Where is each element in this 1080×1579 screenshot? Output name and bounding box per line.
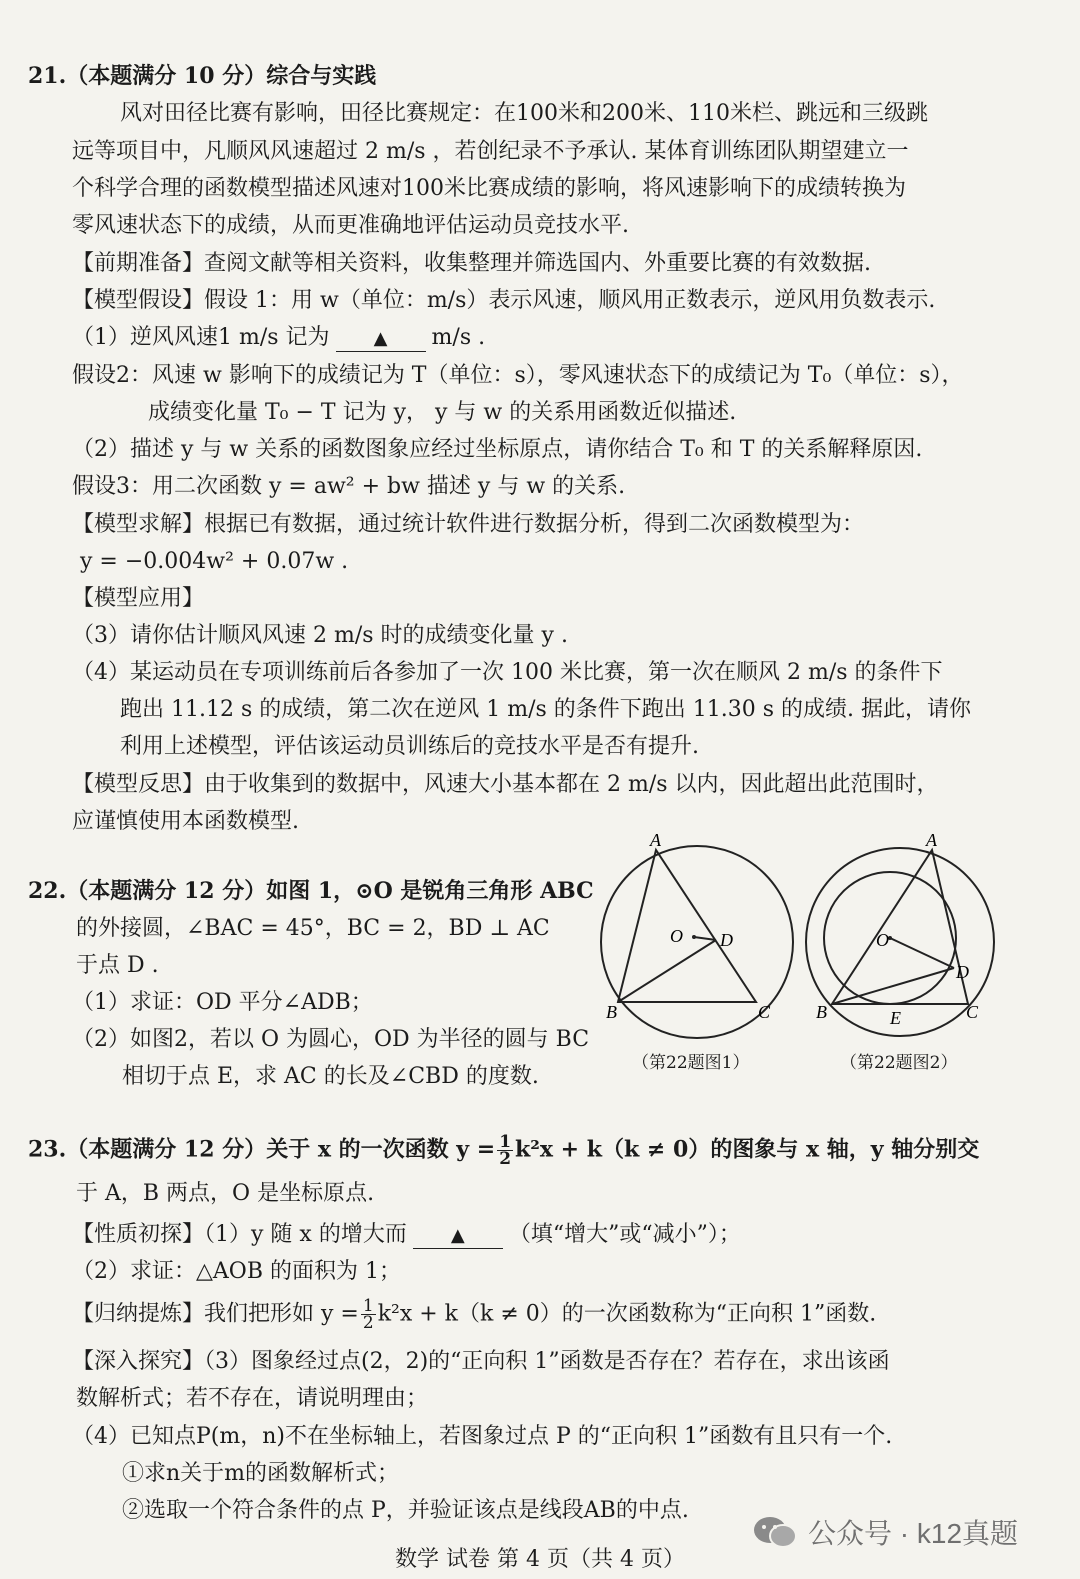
q21-subq-4a: （4）某运动员在专项训练前后各参加了一次 100 米比赛，第一次在顺风 2 m/s 的条件下 <box>72 660 943 685</box>
q23-subq-1-post: （填“增大”或“减小”）； <box>508 1222 741 1247</box>
q23-subq-3b: 数解析式；若不存在，请说明理由； <box>76 1386 429 1411</box>
q23-subq-4: （4）已知点P(m，n)不在坐标轴上，若图象过点 P 的“正向积 1”函数有且只有一个. <box>72 1424 893 1449</box>
q21-apply-heading: 【模型应用】 <box>72 586 205 611</box>
q22-subq-1: （1）求证：OD 平分∠ADB； <box>72 990 373 1015</box>
answer-blank <box>336 326 426 352</box>
triangle-abc <box>618 850 756 1002</box>
q23-line-1-pre: 23.（本题满分 12 分）关于 x 的一次函数 y = <box>28 1136 496 1163</box>
label-o: O <box>670 926 683 946</box>
center-o <box>692 935 696 939</box>
q21-solve: 【模型求解】根据已有数据，通过统计软件进行数据分析，得到二次函数模型为： <box>72 512 865 537</box>
q23-subq-3a: 【深入探究】（3）图象经过点(2，2)的“正向积 1”函数是否存在？若存在，求出该函 <box>72 1349 890 1374</box>
figure-1-circle-triangle <box>592 832 802 1042</box>
q23-summary-post: k²x + k（k ≠ 0）的一次函数称为“正向积 1”函数. <box>377 1301 877 1327</box>
q21-para-line-4: 零风速状态下的成绩，从而更准确地评估运动员竞技水平. <box>72 213 629 238</box>
q21-prep: 【前期准备】查阅文献等相关资料，收集整理并筛选国内、外重要比赛的有效数据. <box>72 251 871 276</box>
q23-subq-1-pre: 【性质初探】（1）y 随 x 的增大而 <box>72 1222 407 1247</box>
label-d: D <box>956 962 969 982</box>
label-b: B <box>816 1002 827 1022</box>
q21-assume-2b: 成绩变化量 T₀ − T 记为 y， y 与 w 的关系用函数近似描述. <box>148 400 737 425</box>
segment-bd <box>618 940 716 1002</box>
q21-assume-1: 【模型假设】假设 1：用 w（单位：m/s）表示风速，顺风用正数表示，逆风用负数表示. <box>72 288 936 313</box>
figure-1-caption: （第22题图1） <box>632 1053 750 1073</box>
page-footer: 数学 试卷 第 4 页（共 4 页） <box>395 1547 685 1572</box>
fraction-numerator: 1 <box>362 1296 374 1316</box>
label-a: A <box>926 832 937 850</box>
triangle-marker-icon: ▲ <box>373 328 388 349</box>
q23-subq-2: （2）求证：△AOB 的面积为 1； <box>72 1259 401 1284</box>
fraction-denominator: 2 <box>499 1149 512 1169</box>
figure-2-caption: （第22题图2） <box>840 1053 958 1073</box>
q22-line-3: 于点 D . <box>76 953 159 978</box>
q21-assume-3: 假设3：用二次函数 y = aw² + bw 描述 y 与 w 的关系. <box>72 474 626 499</box>
q23-line-1 <box>28 1134 979 1167</box>
q22-subq-2a: （2）如图2，若以 O 为圆心，OD 为半径的圆与 BC <box>72 1027 590 1052</box>
q23-subq-4-part-1: ①求n关于m的函数解析式； <box>122 1461 400 1486</box>
q21-header: 21.（本题满分 10 分）综合与实践 <box>28 63 377 89</box>
q23-line-1-post: k²x + k（k ≠ 0）的图象与 x 轴，y 轴分别交 <box>515 1136 980 1163</box>
figure-2-circle-triangle <box>802 832 1012 1042</box>
triangle-marker-icon: ▲ <box>450 1225 465 1246</box>
label-o: O <box>876 930 889 950</box>
q22-subq-2b: 相切于点 E，求 AC 的长及∠CBD 的度数. <box>122 1064 539 1089</box>
q23-summary-pre: 【归纳提炼】我们把形如 y = <box>72 1301 359 1327</box>
answer-blank <box>413 1223 503 1249</box>
fraction-one-half <box>361 1298 376 1331</box>
q21-assume-2a: 假设2：风速 w 影响下的成绩记为 T（单位：s），零风速状态下的成绩记为 T₀（单位：s）， <box>72 363 964 388</box>
label-a: A <box>650 832 661 850</box>
q21-reflect-a: 【模型反思】由于收集到的数据中，风速大小基本都在 2 m/s 以内，因此超出此范围时， <box>72 772 939 797</box>
q21-para-line-3: 个科学合理的函数模型描述风速对100米比赛成绩的影响，将风速影响下的成绩转换为 <box>72 176 906 201</box>
q23-line-2: 于 A，B 两点，O 是坐标原点. <box>76 1181 375 1206</box>
q21-subq-1 <box>72 324 485 352</box>
label-c: C <box>758 1002 771 1022</box>
q22-line-2: 的外接圆，∠BAC = 45°，BC = 2，BD ⊥ AC <box>76 916 550 941</box>
fraction-numerator: 1 <box>499 1132 512 1152</box>
watermark-text: 公众号 · k12真题 <box>808 1518 1019 1549</box>
q21-subq-1-unit: m/s . <box>431 325 486 350</box>
fraction-denominator: 2 <box>362 1313 374 1333</box>
fraction-one-half <box>497 1134 513 1167</box>
q23-subq-4-part-2: ②选取一个符合条件的点 P，并验证该点是线段AB的中点. <box>122 1498 689 1523</box>
label-b: B <box>606 1002 617 1022</box>
q22-line-1: 22.（本题满分 12 分）如图 1，⊙O 是锐角三角形 ABC <box>28 878 594 904</box>
q23-subq-1 <box>72 1221 741 1249</box>
label-c: C <box>966 1002 979 1022</box>
q21-subq-1-text: （1）逆风风速1 m/s 记为 <box>72 325 330 350</box>
q21-subq-2: （2）描述 y 与 w 关系的函数图象应经过坐标原点，请你结合 T₀ 和 T 的关系解释原因. <box>72 437 923 462</box>
q21-subq-3: （3）请你估计顺风风速 2 m/s 时的成绩变化量 y . <box>72 623 568 648</box>
q21-para-line-2: 远等项目中，凡顺风风速超过 2 m/s ，若创纪录不予承认. 某体育训练团队期望建立一 <box>72 139 909 164</box>
segment-od <box>890 938 954 968</box>
q21-subq-4c: 利用上述模型，评估该运动员训练后的竞技水平是否有提升. <box>120 734 699 759</box>
q21-subq-4b: 跑出 11.12 s 的成绩，第二次在逆风 1 m/s 的条件下跑出 11.30 s 的成绩. 据此，请你 <box>120 697 972 722</box>
q21-reflect-b: 应谨慎使用本函数模型. <box>72 809 299 834</box>
q23-summary <box>72 1298 876 1331</box>
label-e: E <box>890 1008 901 1028</box>
label-d: D <box>720 930 733 950</box>
q21-model-formula: y = −0.004w² + 0.07w . <box>80 549 349 574</box>
q21-para-line-1: 风对田径比赛有影响，田径比赛规定：在100米和200米、110米栏、跳远和三级跳 <box>120 101 928 126</box>
